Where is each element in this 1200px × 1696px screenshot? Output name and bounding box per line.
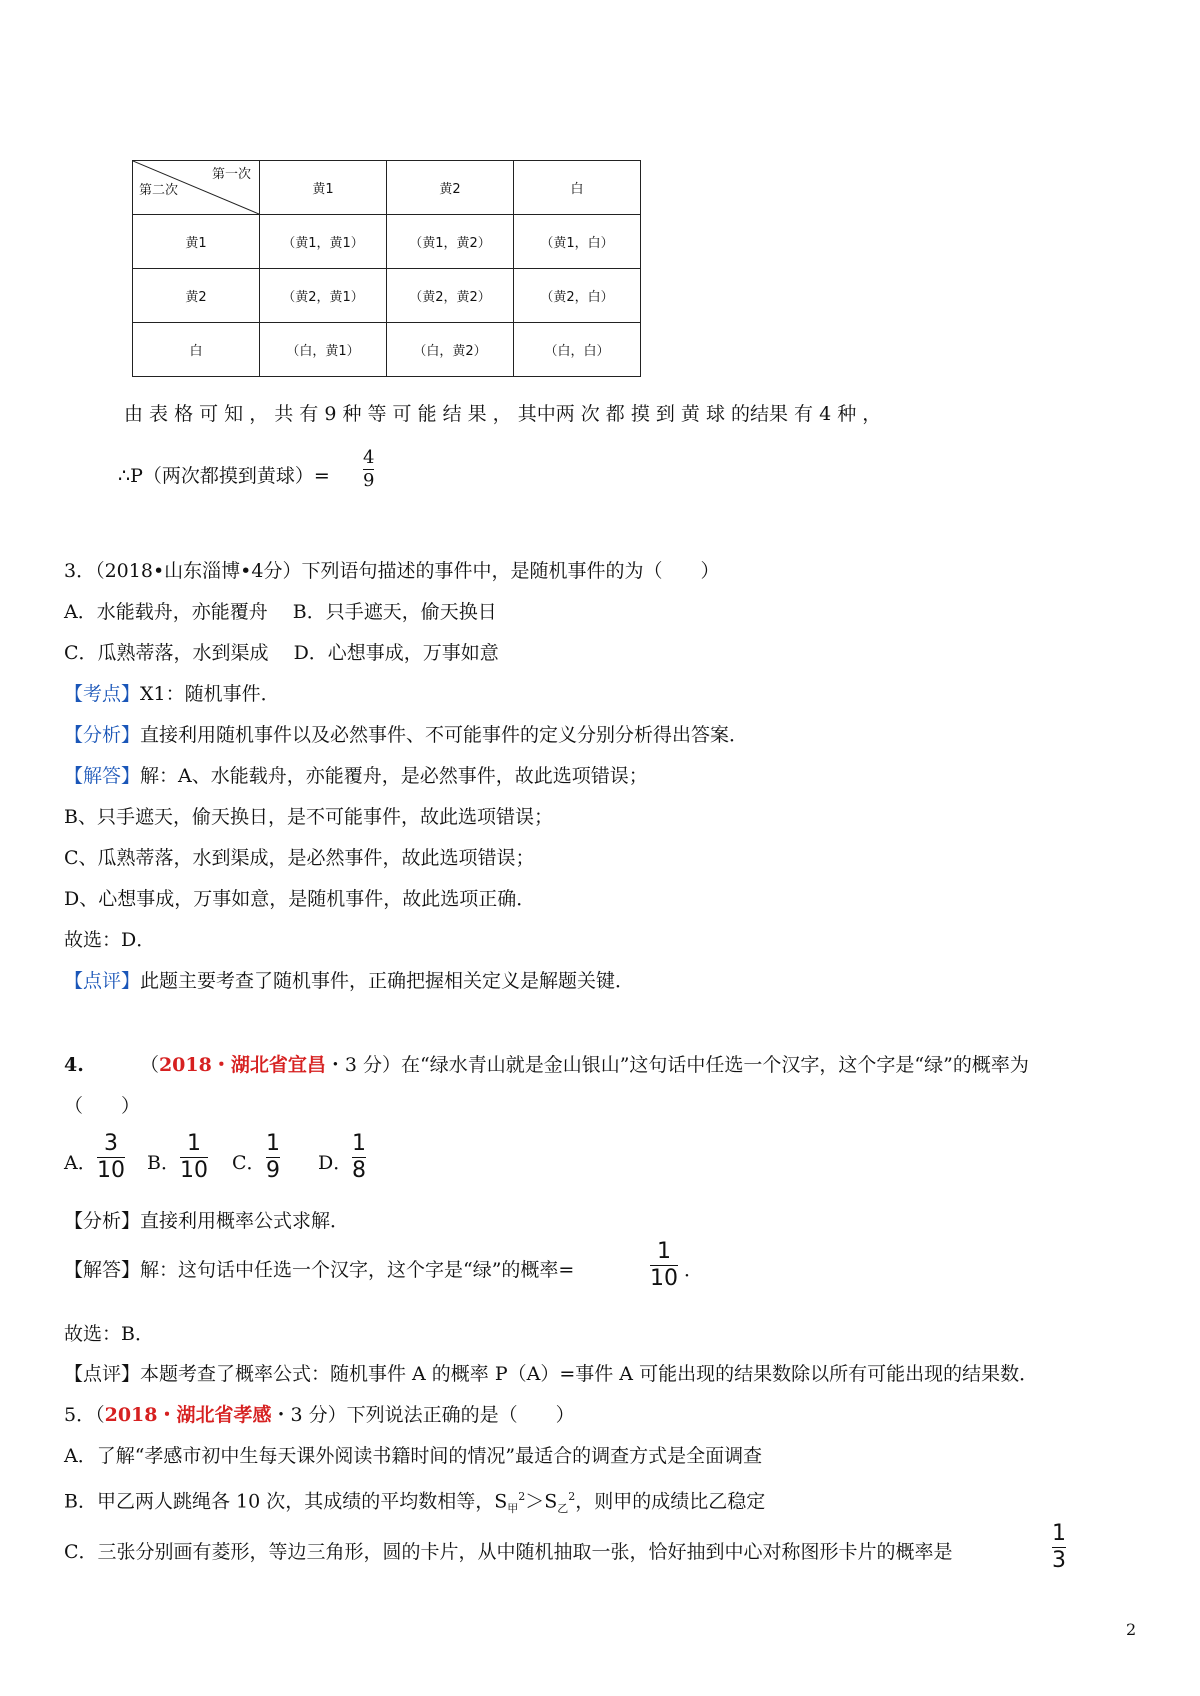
superscript: 2 — [518, 1490, 526, 1503]
q4-option-d-label: D． — [318, 1152, 353, 1174]
fraction-numerator: 3 — [104, 1131, 118, 1156]
subscript: 乙 — [557, 1502, 569, 1516]
col-header: 黄2 — [387, 161, 514, 215]
row-header: 白 — [133, 323, 260, 377]
fraction-denominator: 10 — [97, 1158, 125, 1183]
q3-line-b: B、只手遮天，偷天换日，是不可能事件，故此选项错误； — [64, 806, 553, 828]
q4-option-b-fraction — [180, 1132, 208, 1183]
dianping-tag: 【点评】 — [64, 970, 141, 992]
q4-source-close: ・3 分） — [325, 1054, 401, 1076]
q4-stem — [64, 1053, 1029, 1077]
table-cell: （黄2，黄2） — [387, 269, 514, 323]
fraction-numerator: 1 — [1052, 1521, 1066, 1546]
q3-line-d: D、心想事成，万事如意，是随机事件，故此选项正确． — [64, 888, 536, 910]
table-cell: （白，白） — [514, 323, 641, 377]
col-header: 黄1 — [260, 161, 387, 215]
row-header: 黄2 — [133, 269, 260, 323]
conclusion-line: 由 表 格 可 知 ， 共 有 9 种 等 可 能 结 果 ， 其中两 次 都 摸 到 黄 球 的结果 有 4 种 ， — [124, 403, 882, 425]
table-cell: （白，黄2） — [387, 323, 514, 377]
q4-option-c-label: C． — [232, 1152, 266, 1174]
q4-number: 4. — [64, 1054, 84, 1076]
q5-option-c: C．三张分别画有菱形，等边三角形，圆的卡片，从中随机抽取一张，恰好抽到中心对称图形卡片的概率是 — [64, 1541, 953, 1563]
table-cell: （黄1，黄2） — [387, 215, 514, 269]
dianping-text: 此题主要考查了随机事件，正确把握相关定义是解题关键． — [140, 970, 635, 992]
q3-fenxi — [64, 723, 748, 747]
q5-option-b — [64, 1485, 765, 1521]
table-cell: （黄1，黄1） — [260, 215, 387, 269]
q5-option-c-fraction — [1052, 1522, 1066, 1573]
q4-answer-paren: （ ） — [64, 1095, 141, 1117]
q4-source-open: （ — [139, 1054, 159, 1076]
q5-option-a: A．了解“孝感市初中生每天课外阅读书籍时间的情况”最适合的调查方式是全面调查 — [64, 1445, 763, 1467]
q4-option-a-fraction — [97, 1132, 125, 1183]
q3-answer: 故选：D． — [64, 929, 156, 951]
kaodian-tag: 【考点】 — [64, 683, 141, 705]
q5-number: 5．（ — [64, 1404, 105, 1426]
jieda-text: 解：A、水能载舟，亦能覆舟，是必然事件，故此选项错误； — [140, 765, 648, 787]
q3-stem: 3．（2018•山东淄博•4分）下列语句描述的事件中，是随机事件的为（ ） — [64, 560, 720, 582]
fraction-denominator: 10 — [180, 1158, 208, 1183]
fraction-denominator: 9 — [266, 1158, 280, 1183]
row-header: 黄1 — [133, 215, 260, 269]
q3-dianping — [64, 969, 634, 993]
q4-option-a-label: A． — [64, 1152, 97, 1174]
fenxi-tag: 【分析】 — [64, 724, 141, 746]
superscript: 2 — [568, 1490, 576, 1503]
q4-jieda-fraction — [650, 1240, 678, 1291]
table-cell: （黄1，白） — [514, 215, 641, 269]
jieda-tag: 【解答】 — [64, 765, 141, 787]
table-row — [133, 323, 641, 377]
q5-stem — [64, 1403, 575, 1427]
fenxi-text: 直接利用随机事件以及必然事件、不可能事件的定义分别分析得出答案． — [140, 724, 749, 746]
q4-option-c-fraction — [266, 1132, 280, 1183]
table-cell: （白，黄1） — [260, 323, 387, 377]
q5-question: ・3 分）下列说法正确的是（ ） — [271, 1404, 575, 1426]
fraction-numerator: 1 — [657, 1239, 671, 1264]
table-corner-header — [133, 161, 260, 215]
q5-option-b-text: B．甲乙两人跳绳各 10 次，其成绩的平均数相等，S — [64, 1490, 508, 1513]
q4-answer: 故选：B． — [64, 1323, 154, 1345]
fraction-denominator: 10 — [650, 1266, 678, 1291]
fraction-numerator: 1 — [352, 1131, 366, 1156]
fraction-numerator: 1 — [187, 1131, 201, 1156]
q5-option-b-suffix: ，则甲的成绩比乙稳定 — [575, 1490, 766, 1513]
fraction-denominator: 8 — [352, 1158, 366, 1183]
fraction-denominator: 9 — [363, 470, 375, 491]
q4-fenxi: 【分析】直接利用概率公式求解． — [64, 1210, 350, 1232]
fraction-numerator: 1 — [266, 1131, 280, 1156]
q3-kaodian — [64, 682, 280, 706]
page-number: 2 — [1126, 1620, 1137, 1639]
q4-option-b-label: B． — [147, 1152, 180, 1174]
corner-bottom-label: 第二次 — [139, 183, 179, 198]
q4-option-d-fraction — [352, 1132, 366, 1183]
table-cell: （黄2，黄1） — [260, 269, 387, 323]
q5-source: 2018・湖北省孝感 — [104, 1404, 272, 1426]
outcome-table — [132, 160, 641, 377]
q5-option-b-compare: ＞S — [525, 1490, 558, 1513]
table-row — [133, 269, 641, 323]
q3-line-c: C、瓜熟蒂落，水到渠成，是必然事件，故此选项错误； — [64, 847, 535, 869]
fraction-numerator: 4 — [363, 447, 375, 468]
q4-jieda: 【解答】解：这句话中任选一个汉字，这个字是“绿”的概率= — [64, 1259, 575, 1281]
fraction-4-9 — [363, 448, 374, 491]
subscript: 甲 — [507, 1502, 519, 1516]
q4-question: 在“绿水青山就是金山银山”这句话中任选一个汉字，这个字是“绿”的概率为 — [400, 1054, 1029, 1076]
col-header: 白 — [514, 161, 641, 215]
q3-options-ab: A．水能载舟，亦能覆舟 B．只手遮天，偷天换日 — [64, 601, 497, 623]
table-row — [133, 215, 641, 269]
q4-dianping: 【点评】本题考查了概率公式：随机事件 A 的概率 P（A）=事件 A 可能出现的结果数除以所有可能出现的结果数． — [64, 1363, 1039, 1385]
q3-options-cd: C．瓜熟蒂落，水到渠成 D．心想事成，万事如意 — [64, 642, 499, 664]
table-cell: （黄2，白） — [514, 269, 641, 323]
kaodian-text: X1：随机事件． — [140, 683, 280, 705]
fraction-denominator: 3 — [1052, 1548, 1066, 1573]
q3-jieda — [64, 764, 648, 788]
q4-source: 2018・湖北省宜昌 — [158, 1054, 326, 1076]
q4-jieda-period: ． — [684, 1259, 704, 1281]
probability-statement: ∴P（两次都摸到黄球）= — [118, 465, 330, 487]
corner-top-label: 第一次 — [211, 167, 251, 182]
